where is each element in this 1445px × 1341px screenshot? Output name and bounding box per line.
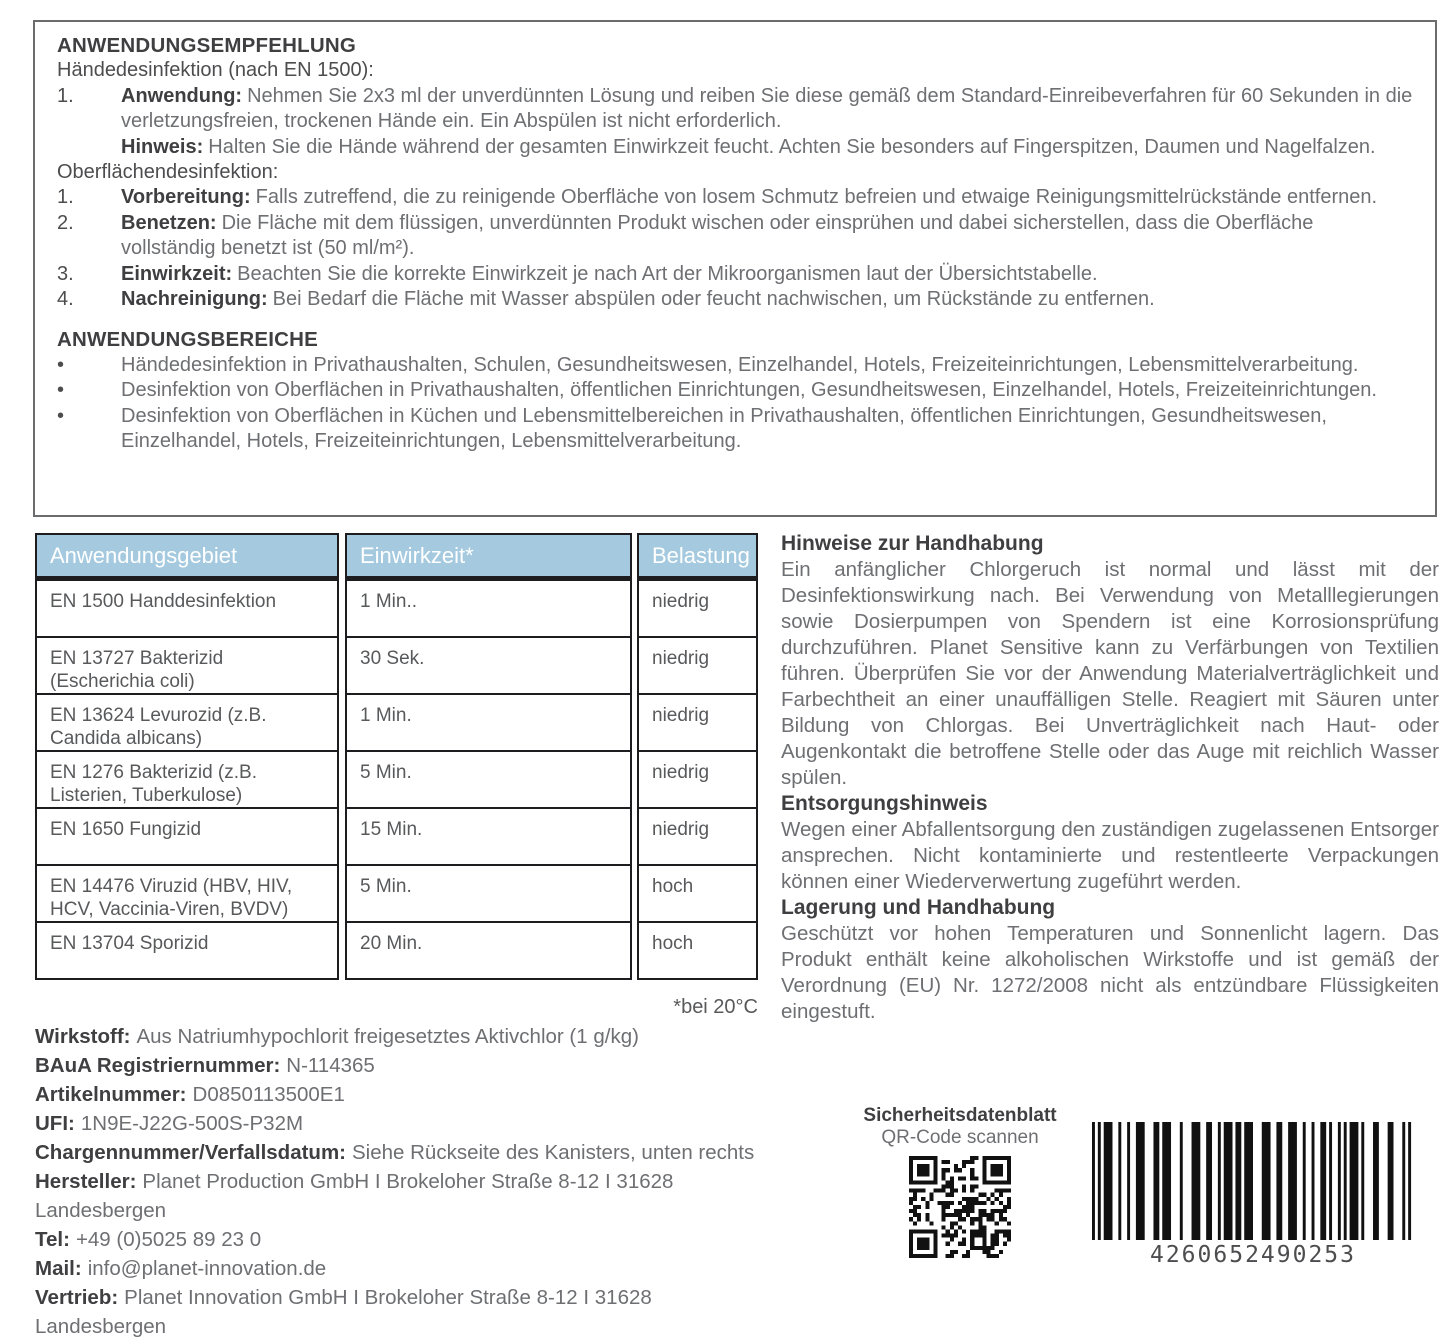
list-number: 3. [57, 262, 74, 285]
list-item-text: Anwendung: Nehmen Sie 2x3 ml der unverdünnten Lösung und reiben Sie diese gemäß dem Standard-Einreibeverfahren für 60 Sekunden in die verletzungsfreien, trockenen Hände ein. Ein Abspülen ist nicht erforderlich. [121, 84, 1413, 133]
bullet-item [57, 404, 1413, 455]
right-section-title: Entsorgungshinweis [781, 792, 988, 815]
table-header-anwendungsgebiet: Anwendungsgebiet [35, 533, 339, 581]
list-number: 1. [57, 84, 74, 107]
list-item-label: Benetzen: [121, 211, 217, 234]
info-line-ufi: UFI: 1N9E-J22G-500S-P32M [35, 1112, 304, 1135]
table-header-belastung: Belastung [637, 533, 758, 581]
list-item-nachreinigung [57, 287, 1413, 312]
info-line-chargennummer: Chargennummer/Verfallsdatum: Siehe Rückseite des Kanisters, unten rechts [35, 1141, 755, 1164]
list-item-anwendung [57, 84, 1413, 160]
table-cell: niedrig [637, 752, 758, 809]
section-title-anwendungsempfehlung: ANWENDUNGSEMPFEHLUNG [57, 34, 356, 57]
list-item-text: Einwirkzeit: Beachten Sie die korrekte Einwirkzeit je nach Art der Mikroorganismen laut der Übersichtstabelle. [121, 262, 1098, 285]
safety-datasheet-qr-block [855, 1105, 1065, 1263]
right-section-text: Geschützt vor hohen Temperaturen und Sonnenlicht lagern. Das Produkt enthält keine alkoholischen Wirkstoffe und ist gemäß der Verordnung (EU) Nr. 1272/2008 nicht als entzündbare Flüssigkeiten eingestuft. [781, 922, 1439, 1023]
table-cell: EN 13624 Levurozid (z.B. Candida albicans) [35, 695, 339, 752]
list-item-text: Nachreinigung: Bei Bedarf die Fläche mit Wasser abspülen oder feucht nachwischen, um Rückstände zu entfernen. [121, 288, 1155, 311]
info-line-mail: Mail: info@planet-innovation.de [35, 1257, 327, 1280]
qr-code-icon [909, 1156, 1011, 1258]
section-title-anwendungsbereiche: ANWENDUNGSBEREICHE [57, 328, 319, 352]
surface-disinfection-subtitle: Oberflächendesinfektion: [57, 161, 279, 184]
table-cell: 5 Min. [345, 866, 632, 923]
table-cell: niedrig [637, 638, 758, 695]
bullet-item [57, 378, 1413, 403]
list-item-einwirkzeit [57, 262, 1413, 287]
list-item-label: Anwendung: [121, 84, 243, 107]
bullet-marker: • [57, 404, 65, 427]
barcode-icon [1092, 1122, 1414, 1240]
info-line-baua: BAuA Registriernummer: N-114365 [35, 1054, 375, 1077]
list-item-label: Nachreinigung: [121, 288, 268, 311]
list-number: 2. [57, 211, 74, 234]
table-cell: niedrig [637, 695, 758, 752]
hand-disinfection-subtitle: Händedesinfektion (nach EN 1500): [57, 59, 374, 82]
list-item-text: Vorbereitung: Falls zutreffend, die zu reinigende Oberfläche von losem Schmutz befreien und etwaige Reinigungsmittelrückstände entfernen. [121, 186, 1378, 209]
table-cell: EN 13727 Bakterizid (Escherichia coli) [35, 638, 339, 695]
table-cell: niedrig [637, 809, 758, 866]
table-header-einwirkzeit: Einwirkzeit* [345, 533, 632, 581]
list-item-label: Vorbereitung: [121, 186, 251, 209]
table-cell: hoch [637, 866, 758, 923]
list-item-label: Einwirkzeit: [121, 262, 233, 285]
application-table [35, 533, 758, 980]
ean-barcode [1092, 1122, 1414, 1268]
table-cell: 1 Min.. [345, 581, 632, 638]
right-section-text: Ein anfänglicher Chlorgeruch ist normal und lässt mit der Desinfektionswirkung nach. Bei Verwendung von Metalllegierungen sowie Dosierpumpen von Spendern ist eine Korrosionsprüfung durchzuführen. Planet Sensitive kann zu Verfärbungen von Textilien führen. Überprüfen Sie vor der Anwendung Materialverträglichkeit und Farbechtheit an einer unauffälligen Stelle. Reagiert mit Säuren unter Bildung von Chlorgas. Bei Unverträglichkeit nach Haut- oder Augenkontakt die betroffene Stelle oder das Auge mit reichlich Wasser spülen. [781, 558, 1439, 789]
table-cell: EN 1276 Bakterizid (z.B. Listerien, Tuberkulose) [35, 752, 339, 809]
info-line-hersteller: Hersteller: Planet Production GmbH I Brokeloher Straße 8-12 I 31628 Landesbergen [35, 1170, 674, 1222]
table-cell: EN 1650 Fungizid [35, 809, 339, 866]
list-number: 1. [57, 186, 74, 209]
right-section-title: Lagerung und Handhabung [781, 896, 1056, 919]
table-cell: 15 Min. [345, 809, 632, 866]
product-info-block [35, 1022, 780, 1341]
info-line-wirkstoff: Wirkstoff: Aus Natriumhypochlorit freigesetztes Aktivchlor (1 g/kg) [35, 1025, 639, 1048]
bullet-item [57, 353, 1413, 378]
info-line-artikelnummer: Artikelnummer: D0850113500E1 [35, 1083, 345, 1106]
info-line-vertrieb: Vertrieb: Planet Innovation GmbH I Brokeloher Straße 8-12 I 31628 Landesbergen [35, 1286, 652, 1338]
table-cell: 20 Min. [345, 923, 632, 980]
usage-recommendation-box [33, 20, 1437, 517]
handling-notes-column [781, 531, 1439, 1025]
list-number: 4. [57, 288, 74, 311]
barcode-number: 4260652490253 [1149, 1242, 1356, 1268]
bullet-text: Händedesinfektion in Privathaushalten, Schulen, Gesundheitswesen, Einzelhandel, Hotels, Freizeiteinrichtungen, Lebensmittelverarbeitung. [121, 353, 1359, 376]
bullet-text: Desinfektion von Oberflächen in Privathaushalten, öffentlichen Einrichtungen, Gesundheitswesen, Einzelhandel, Hotels, Freizeiteinrichtungen. [121, 379, 1377, 402]
list-item-note: Hinweis: Halten Sie die Hände während der gesamten Einwirkzeit feucht. Achten Sie besonders auf Fingerspitzen, Daumen und Nagelfalzen. [121, 135, 1376, 158]
bullet-marker: • [57, 353, 65, 376]
table-cell: niedrig [637, 581, 758, 638]
bullet-text: Desinfektion von Oberflächen in Küchen und Lebensmittelbereichen in Privathaushalten, öffentlichen Einrichtungen, Gesundheitswesen, Einzelhandel, Hotels, Freizeiteinrichtungen, Lebensmittelverarbeitung. [121, 404, 1327, 453]
table-cell: hoch [637, 923, 758, 980]
table-cell: 5 Min. [345, 752, 632, 809]
table-cell: 30 Sek. [345, 638, 632, 695]
qr-subtitle: QR-Code scannen [881, 1127, 1039, 1148]
right-section-title: Hinweise zur Handhabung [781, 532, 1044, 555]
table-cell: 1 Min. [345, 695, 632, 752]
note-label: Hinweis: [121, 135, 204, 158]
table-cell: EN 1500 Handdesinfektion [35, 581, 339, 638]
info-line-tel: Tel: +49 (0)5025 89 23 0 [35, 1228, 262, 1251]
list-item-vorbereitung [57, 185, 1413, 210]
right-section-text: Wegen einer Abfallentsorgung den zuständigen zugelassenen Entsorger ansprechen. Nicht kontaminierte und restentleerte Verpackungen können einer Wiederverwertung zugeführt werden. [781, 818, 1439, 893]
table-cell: EN 13704 Sporizid [35, 923, 339, 980]
qr-title: Sicherheitsdatenblatt [863, 1105, 1057, 1126]
list-item-benetzen [57, 211, 1413, 262]
bullet-marker: • [57, 379, 65, 402]
table-footnote: *bei 20°C [673, 996, 758, 1018]
list-item-text: Benetzen: Die Fläche mit dem flüssigen, unverdünnten Produkt wischen oder einsprühen und dabei sicherstellen, dass die Oberfläche vollständig benetzt ist (50 ml/m²). [121, 211, 1314, 260]
table-cell: EN 14476 Viruzid (HBV, HIV, HCV, Vaccinia-Viren, BVDV) [35, 866, 339, 923]
